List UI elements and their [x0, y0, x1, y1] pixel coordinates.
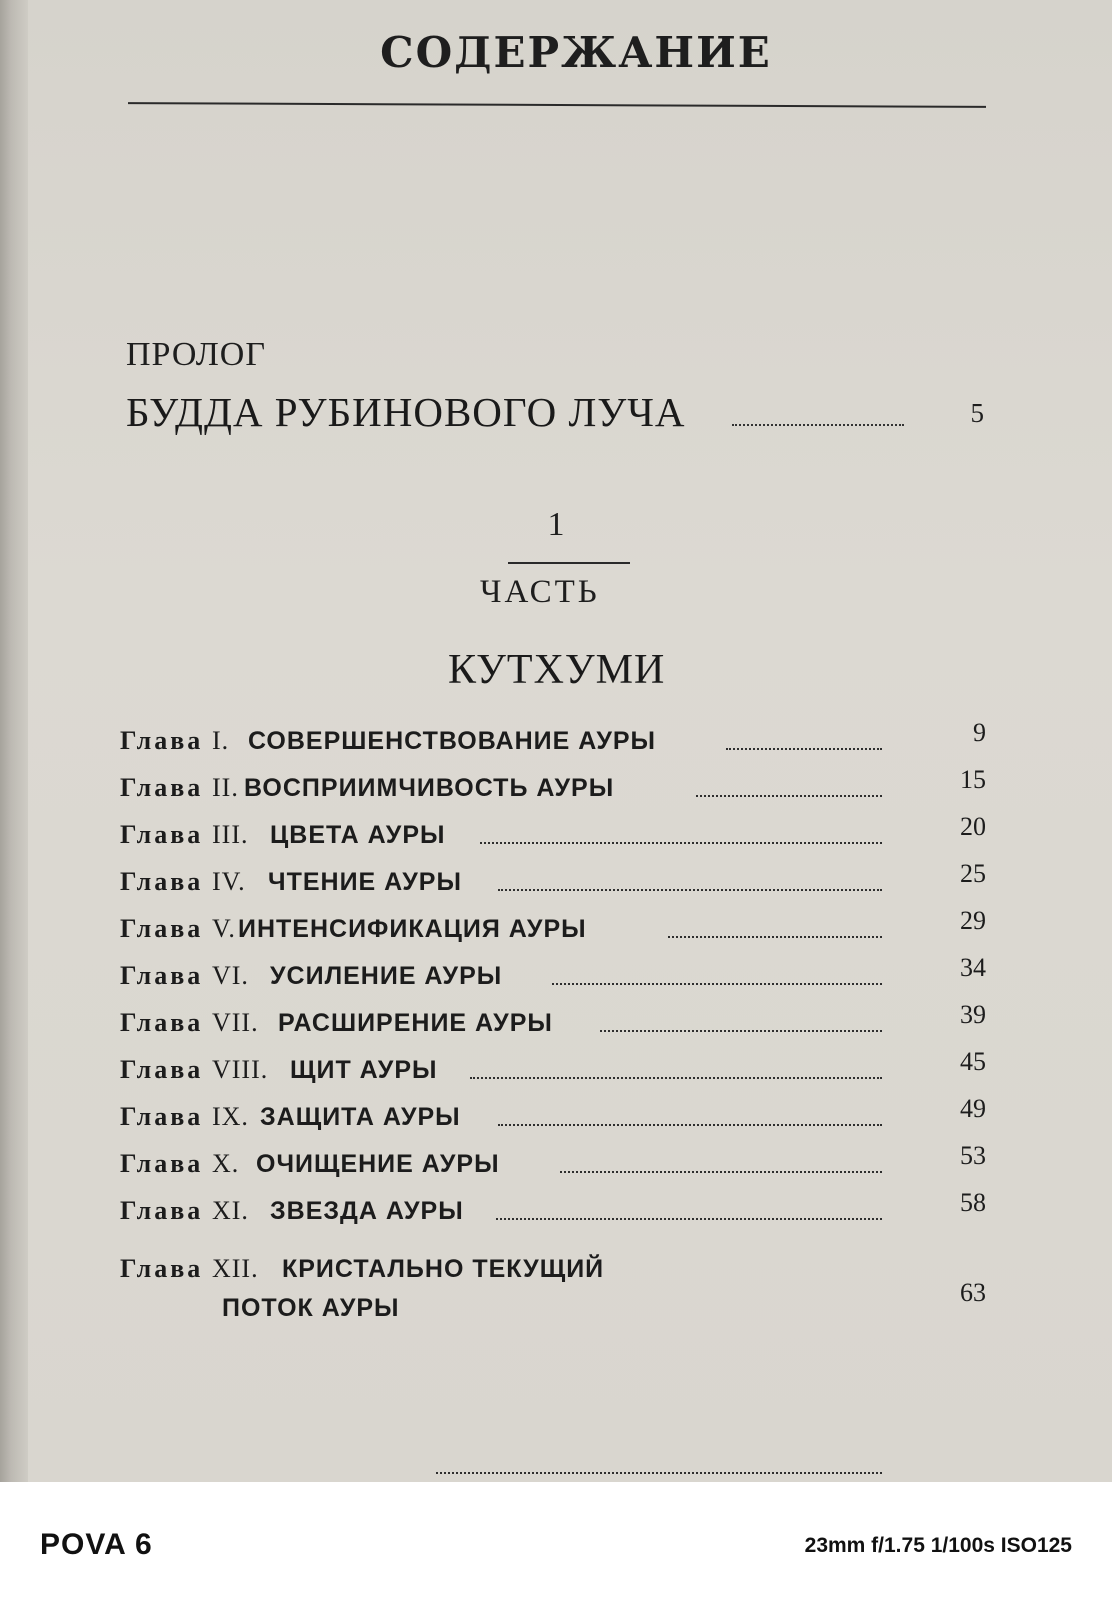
- prologue-title: БУДДА РУБИНОВОГО ЛУЧА: [126, 389, 686, 435]
- prologue-entry: [126, 388, 984, 434]
- dot-leader: [668, 936, 882, 938]
- chapter-title: ИНТЕНСИФИКАЦИЯ АУРЫ: [238, 915, 587, 943]
- chapter-entry: [120, 718, 986, 758]
- page-gutter: [0, 0, 28, 1482]
- prologue-label: ПРОЛОГ: [126, 336, 267, 373]
- chapter-entry: [120, 859, 986, 899]
- dot-leader: [726, 748, 882, 750]
- chapter-number: III.: [212, 820, 249, 849]
- chapter-entry: [120, 1188, 986, 1228]
- chapter-page-number: 45: [960, 1047, 986, 1076]
- chapter-page-number: 20: [960, 812, 986, 841]
- chapter-title: УСИЛЕНИЕ АУРЫ: [270, 962, 503, 990]
- contents-title: СОДЕРЖАНИЕ: [380, 28, 772, 77]
- chapter-entry: [120, 906, 986, 946]
- dot-leader: [480, 842, 882, 844]
- chapter-number: XII.: [212, 1254, 259, 1283]
- exif-info: 23mm f/1.75 1/100s ISO125: [804, 1534, 1072, 1557]
- part-number: 1: [547, 506, 565, 543]
- chapter-label: Глава: [120, 1196, 204, 1225]
- chapter-number: X.: [212, 1149, 240, 1178]
- camera-watermark-bar: [0, 1482, 1112, 1600]
- chapter-page-number: 25: [960, 859, 986, 888]
- dot-leader: [498, 889, 882, 891]
- chapter-label: Глава: [120, 1008, 204, 1037]
- dot-leader: [498, 1124, 882, 1126]
- chapter-number: IX.: [212, 1102, 249, 1131]
- dot-leader: [560, 1171, 882, 1173]
- chapter-title: ЗАЩИТА АУРЫ: [260, 1103, 461, 1131]
- chapter-number: IV.: [212, 867, 246, 896]
- chapter-page-number: 34: [960, 953, 986, 982]
- chapter-label: Глава: [120, 1102, 204, 1131]
- chapter-entry: [120, 953, 986, 993]
- device-name: POVA 6: [40, 1528, 153, 1561]
- chapter-label: Глава: [120, 773, 204, 802]
- chapter-entry: [120, 1141, 986, 1181]
- dot-leader: [436, 1312, 882, 1474]
- chapter-entry: [120, 1094, 986, 1134]
- chapter-number: VII.: [212, 1008, 259, 1037]
- chapter-page-number: 63: [960, 1278, 986, 1307]
- chapter-entry: [120, 812, 986, 852]
- chapter-label: Глава: [120, 914, 204, 943]
- chapter-entry: [120, 1047, 986, 1087]
- chapter-page-number: 53: [960, 1141, 986, 1170]
- chapter-number: XI.: [212, 1196, 249, 1225]
- part-name: КУТХУМИ: [448, 647, 666, 693]
- chapter-page-number: 15: [960, 765, 986, 794]
- dot-leader: [552, 983, 882, 985]
- prologue-page-number: 5: [970, 398, 984, 428]
- part-rule: [508, 562, 630, 564]
- chapter-number: V.: [212, 914, 236, 943]
- chapter-entry: [120, 765, 986, 805]
- dot-leader: [600, 1030, 882, 1032]
- chapter-label: Глава: [120, 961, 204, 990]
- chapter-title: ЩИТ АУРЫ: [290, 1056, 438, 1084]
- chapter-page-number: 29: [960, 906, 986, 935]
- dot-leader: [470, 1077, 882, 1079]
- chapter-title: ЧТЕНИЕ АУРЫ: [268, 868, 462, 896]
- chapter-page-number: 39: [960, 1000, 986, 1029]
- chapter-label: Глава: [120, 726, 204, 755]
- chapter-page-number: 9: [973, 718, 986, 747]
- chapter-number: VIII.: [212, 1055, 269, 1084]
- chapter-page-number: 58: [960, 1188, 986, 1217]
- chapter-title: ЦВЕТА АУРЫ: [270, 821, 446, 849]
- chapter-page-number: 49: [960, 1094, 986, 1123]
- chapter-title: ОЧИЩЕНИЕ АУРЫ: [256, 1150, 500, 1178]
- chapter-number: I.: [212, 726, 230, 755]
- chapter-number: II.: [212, 773, 239, 802]
- chapter-number: VI.: [212, 961, 249, 990]
- chapter-title: КРИСТАЛЬНО ТЕКУЩИЙ: [282, 1255, 605, 1283]
- dot-leader: [696, 795, 882, 797]
- chapter-entry: [120, 1000, 986, 1040]
- chapter-entry: [120, 1254, 986, 1307]
- chapter-title: ВОСПРИИМЧИВОСТЬ АУРЫ: [244, 774, 615, 802]
- chapter-label: Глава: [120, 1254, 204, 1283]
- dot-leader: [732, 424, 904, 426]
- dot-leader: [496, 1218, 882, 1220]
- chapter-label: Глава: [120, 1149, 204, 1178]
- chapter-title-continued: ПОТОК АУРЫ: [222, 1294, 400, 1322]
- chapter-label: Глава: [120, 867, 204, 896]
- part-label: ЧАСТЬ: [480, 574, 600, 610]
- chapter-title: ЗВЕЗДА АУРЫ: [270, 1197, 464, 1225]
- chapter-title: РАСШИРЕНИЕ АУРЫ: [278, 1009, 553, 1037]
- title-rule: [128, 102, 986, 108]
- chapter-label: Глава: [120, 820, 204, 849]
- chapter-title: СОВЕРШЕНСТВОВАНИЕ АУРЫ: [248, 727, 657, 755]
- chapter-label: Глава: [120, 1055, 204, 1084]
